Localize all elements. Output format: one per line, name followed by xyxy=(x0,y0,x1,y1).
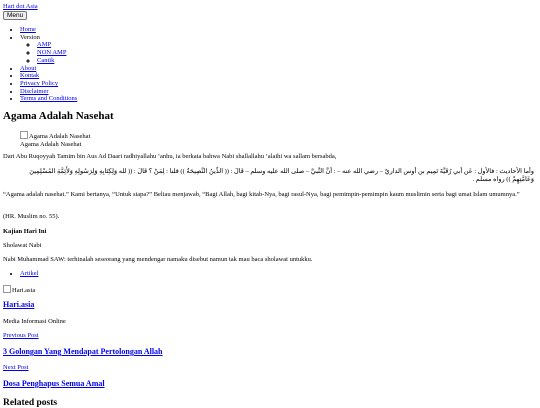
previous-post-link[interactable]: 3 Golongan Yang Mendapat Pertolongan Allah xyxy=(3,347,163,356)
nav-item-about[interactable]: About xyxy=(20,64,37,72)
author-link[interactable]: Hari.asia xyxy=(3,300,35,309)
version-submenu xyxy=(20,41,77,64)
site-logo-image: Hari dot Asia xyxy=(3,3,38,10)
next-post-label[interactable]: Next Post xyxy=(3,364,29,371)
author-name xyxy=(3,300,34,309)
tag-artikel[interactable]: Artikel xyxy=(20,270,39,277)
hadith-reference: (HR. Muslim no. 55). xyxy=(3,213,60,220)
author-avatar: Hari.asia xyxy=(3,285,35,295)
sholawat-text: Nabi Muhammad SAW: terhinalah seseorang yang mendengar namaku disebut namun tak mau baca sholawat untukku. xyxy=(3,256,313,263)
previous-post-title xyxy=(3,347,163,356)
nav-item-version: Version xyxy=(20,33,40,41)
nav-item-privacy[interactable]: Privacy Policy xyxy=(20,79,59,87)
kajian-heading: Kajian Hari Ini xyxy=(3,228,47,235)
article-image: Agama Adalah Nasehat xyxy=(29,133,91,140)
next-post-link[interactable]: Dosa Penghapus Semua Amal xyxy=(3,379,105,388)
previous-post-label[interactable]: Previous Post xyxy=(3,332,39,339)
page-title: Agama Adalah Nasehat xyxy=(3,110,114,122)
nav-item-disclaimer[interactable]: Disclaimer xyxy=(20,87,49,95)
nav-item-home[interactable]: Home xyxy=(20,26,36,33)
related-posts-heading: Related posts xyxy=(3,398,58,408)
image-caption: Agama Adalah Nasehat xyxy=(20,141,82,148)
site-logo-link[interactable] xyxy=(3,3,38,11)
nav-item-non-amp[interactable]: NON AMP xyxy=(37,49,67,57)
sholawat-label: Sholawat Nabi xyxy=(3,242,42,249)
article-intro: Dari Abu Ruqoyyah Tamim bin Aus Ad Daari radhiyallahu ‘anhu, ia berkata bahwa Nabi shallallahu ‘alaihi wa sallam bersabda, xyxy=(3,153,337,160)
broken-image-icon xyxy=(3,285,11,293)
hadith-arabic-line-1: وأما الأحاديث : فالأول : عَن أبي رُقَيَّةَ تَمِيم بن أوس الداريّ – رضي الله عنه – : أنَّ النَّبيَّ – صلى الله عليه وسلم – قَالَ : (( الدِّينُ النَّصِيحَةُ )) قلنا : لِمَنْ ؟ قَالَ : (( لله وَلِكِتَابِهِ وَلِرَسُولِهِ وَلأَئِمَّةِ المُسْلِمِينَ xyxy=(29,168,534,175)
nav-item-amp[interactable]: AMP xyxy=(37,41,52,49)
tag-list xyxy=(0,270,38,278)
main-navigation xyxy=(0,26,77,103)
article-figure xyxy=(20,131,90,149)
hadith-arabic-line-2: وَعَامَّتِهِمْ )) رواه مسلم . xyxy=(472,176,534,183)
nav-item-terms[interactable]: Terms and Conditions xyxy=(20,95,78,103)
hadith-translation: “Agama adalah nasehat.” Kami bertanya, “Untuk siapa?” Beliau menjawab, “Bagi Allah, bagi kitab-Nya, bagi rasul-Nya, bagi pemimpin-pemimpin kaum muslimin serta bagi umat Islam umumnya.” xyxy=(3,191,520,198)
nav-item-cantik[interactable]: Cantik xyxy=(37,56,55,64)
hadith-arabic xyxy=(3,168,534,184)
broken-image-icon xyxy=(20,131,90,141)
next-post-title xyxy=(3,379,105,388)
menu-button[interactable]: Menu xyxy=(3,11,27,20)
author-description: Media Informasi Online xyxy=(3,318,66,325)
nav-item-contact[interactable]: Kontak xyxy=(20,72,40,80)
